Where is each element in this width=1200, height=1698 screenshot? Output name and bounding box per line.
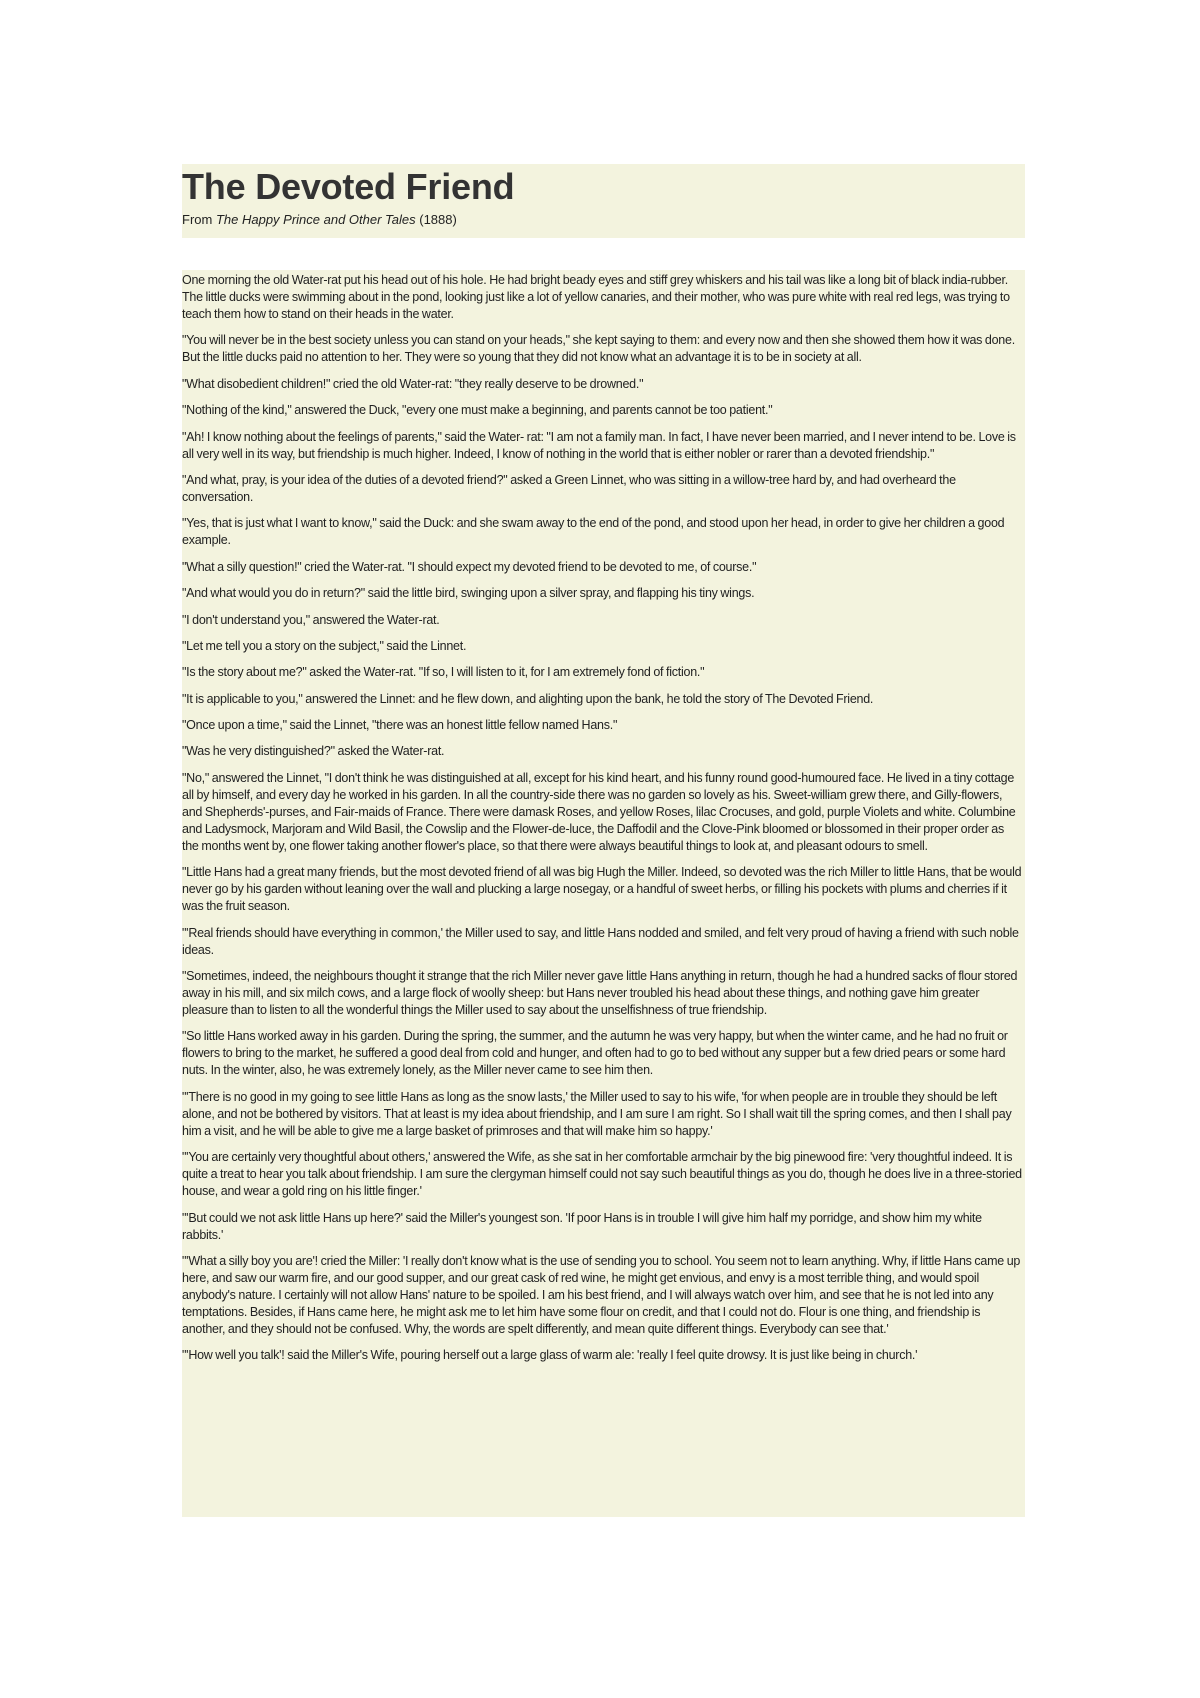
paragraph: "Let me tell you a story on the subject," said the Linnet.	[182, 638, 467, 653]
header-block	[182, 164, 1025, 238]
paragraph: "Sometimes, indeed, the neighbours thought it strange that the rich Miller never gave little Hans anything in return, though he had a hundred sacks of flour stored away in his mill, and six milch cows, and a large flock of woolly sheep: but Hans never troubled his head about these things, and nothing gave him greater pleasure than to listen to all the wonderful things the Miller used to say about the unselfishness of true friendship.	[182, 969, 1018, 1018]
paragraph: "So little Hans worked away in his garden. During the spring, the summer, and the autumn he was very happy, but when the winter came, and he had no fruit or flowers to bring to the market, he suffered a good deal from cold and hunger, and often had to go to bed without any supper but a few dried pears or some hard nuts. In the winter, also, he was extremely lonely, as the Miller never came to see him then.	[182, 1029, 1008, 1078]
paragraph: "Yes, that is just what I want to know," said the Duck: and she swam away to the end of the pond, and stood upon her head, in order to give her children a good example.	[182, 516, 1005, 548]
paragraph: "Is the story about me?" asked the Water-rat. "If so, I will listen to it, for I am extremely fond of fiction."	[182, 665, 705, 680]
paragraph: "What a silly question!" cried the Water-rat. "I should expect my devoted friend to be devoted to me, of course."	[182, 559, 757, 574]
paragraph: "'How well you talk'! said the Miller's Wife, pouring herself out a large glass of warm ale: 'really I feel quite drowsy. It is just like being in church.'	[182, 1348, 918, 1363]
paragraph: "Little Hans had a great many friends, but the most devoted friend of all was big Hugh the Miller. Indeed, so devoted was the rich Miller to little Hans, that be would never go by his garden without leaning over the wall and plucking a large nosegay, or a handful of sweet herbs, or filling his pockets with plums and cherries if it was the fruit season.	[182, 865, 1022, 914]
paragraph: "Nothing of the kind," answered the Duck, "every one must make a beginning, and parents cannot be too patient."	[182, 403, 773, 418]
subtitle-year: (1888)	[415, 212, 457, 227]
paragraph: "'Real friends should have everything in common,' the Miller used to say, and little Hans nodded and smiled, and felt very proud of having a friend with such noble ideas.	[182, 925, 1019, 957]
subtitle	[182, 212, 1025, 228]
paragraph: "'You are certainly very thoughtful about others,' answered the Wife, as she sat in her comfortable armchair by the big pinewood fire: 'very thoughtful indeed. It is quite a treat to hear you talk about friendship. I am sure the clergyman himself could not say such beautiful things as you do, though he does live in a three-storied house, and wear a gold ring on his little finger.'	[182, 1150, 1022, 1199]
paragraph: "It is applicable to you," answered the Linnet: and he flew down, and alighting upon the bank, he told the story of The Devoted Friend.	[182, 691, 874, 706]
paragraph: "'What a silly boy you are'! cried the Miller: 'I really don't know what is the use of sending you to school. You seem not to learn anything. Why, if little Hans came up here, and saw our warm fire, and our good supper, and our great cask of red wine, he might get envious, and envy is a most terrible thing, and would spoil anybody's nature. I certainly will not allow Hans' nature to be spoiled. I am his best friend, and I will always watch over him, and see that he is not led into any temptations. Besides, if Hans came here, he might ask me to let him have some flour on credit, and that I could not do. Flour is one thing, and friendship is another, and they should not be confused. Why, the words are spelt differently, and mean quite different things. Everybody can see that.'	[182, 1253, 1021, 1336]
book-title: The Happy Prince and Other Tales	[215, 212, 416, 227]
subtitle-prefix: From	[182, 212, 216, 227]
paragraph: One morning the old Water-rat put his head out of his hole. He had bright beady eyes and stiff grey whiskers and his tail was like a long bit of black india-rubber. The little ducks were swimming about in the pond, looking just like a lot of yellow canaries, and their mother, who was pure white with real red legs, was trying to teach them how to stand on their heads in the water.	[182, 273, 1010, 321]
page-title: The Devoted Friend	[182, 166, 515, 207]
paragraph: "Was he very distinguished?" asked the Water-rat.	[182, 744, 445, 759]
paragraph: "And what, pray, is your idea of the duties of a devoted friend?" asked a Green Linnet, who was sitting in a willow-tree hard by, and had overheard the conversation.	[182, 472, 956, 504]
paragraph: "'But could we not ask little Hans up here?' said the Miller's youngest son. 'If poor Hans is in trouble I will give him half my porridge, and show him my white rabbits.'	[182, 1210, 982, 1242]
paragraph: "'There is no good in my going to see little Hans as long as the snow lasts,' the Miller used to say to his wife, 'for when people are in trouble they should be left alone, and not be bothered by visitors. That at least is my idea about friendship, and I am sure I am right. So I shall wait till the spring comes, and then I shall pay him a visit, and he will be able to give me a large basket of primroses and that will make him so happy.'	[182, 1089, 1012, 1138]
paragraph: "No," answered the Linnet, "I don't think he was distinguished at all, except for his kind heart, and his funny round good-humoured face. He lived in a tiny cottage all by himself, and every day he worked in his garden. In all the country-side there was no garden so lovely as his. Sweet-william grew there, and Gilly-flowers, and Shepherds'-purses, and Fair-maids of France. There were damask Roses, and yellow Roses, lilac Crocuses, and gold, purple Violets and white. Columbine and Ladysmock, Marjoram and Wild Basil, the Cowslip and the Flower-de-luce, the Daffodil and the Clove-Pink bloomed or blossomed in their proper order as the months went by, one flower taking another flower's place, so that there were always beautiful things to look at, and pleasant odours to smell.	[182, 770, 1016, 853]
paragraph: "And what would you do in return?" said the little bird, swinging upon a silver spray, and flapping his tiny wings.	[182, 586, 755, 601]
paragraph: "I don't understand you," answered the Water-rat.	[182, 612, 440, 627]
paragraph: "Ah! I know nothing about the feelings of parents," said the Water- rat: "I am not a family man. In fact, I have never been married, and I never intend to be. Love is all very well in its way, but friendship is much higher. Indeed, I know of nothing in the world that is either nobler or rarer than a devoted friendship."	[182, 429, 1016, 461]
story-body	[182, 270, 1025, 1517]
paragraph: "What disobedient children!" cried the old Water-rat: "they really deserve to be drowned."	[182, 376, 644, 391]
paragraph: "You will never be in the best society unless you can stand on your heads," she kept saying to them: and every now and then she showed them how it was done. But the little ducks paid no attention to her. They were so young that they did not know what an advantage it is to be in society at all.	[182, 333, 1015, 365]
paragraph: "Once upon a time," said the Linnet, "there was an honest little fellow named Hans."	[182, 718, 618, 733]
